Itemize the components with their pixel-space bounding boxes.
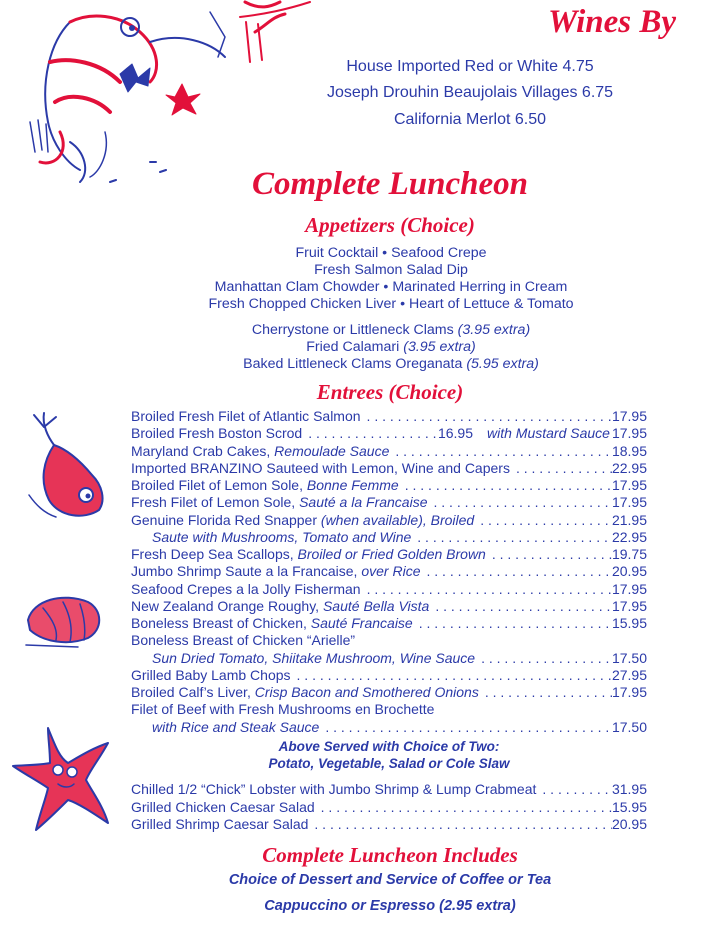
dot-leader (475, 650, 612, 667)
luncheon-title: Complete Luncheon (252, 166, 528, 202)
dot-leader (291, 667, 612, 684)
entree-price: 27.95 (611, 666, 647, 683)
includes-line: Cappuccino or Espresso (2.95 extra) (264, 898, 516, 914)
entree-price: 18.95 (611, 442, 647, 459)
entree-price: 15.95 (611, 615, 647, 631)
entree-row (152, 650, 647, 667)
dot-leader (361, 408, 612, 425)
entrees-title: Entrees (Choice) (316, 380, 464, 404)
entree-name: Broiled Filet of Lemon Sole, Bonne Femme (131, 477, 399, 493)
entree-style: Sauté a la Francaise (299, 494, 428, 511)
bullet-separator: • (396, 296, 409, 312)
fish-chef-icon (10, 2, 320, 192)
entree-price: 19.75 (611, 546, 647, 562)
entree-price: 17.50 (611, 718, 647, 735)
appetizer-line (0, 296, 725, 312)
entree-name (152, 529, 411, 546)
entree-row (131, 563, 647, 580)
entree-style: with Rice and Steak Sauce (152, 718, 320, 735)
dot-leader (411, 529, 612, 546)
appetizer-extra-name: Fried Calamari (306, 339, 404, 355)
entree-style: Crisp Bacon and Smothered Onions (254, 684, 479, 700)
entree-price: 17.95 (611, 408, 647, 424)
dot-leader (308, 816, 612, 833)
entree-row (131, 425, 647, 442)
entree-name: Broiled Fresh Filet of Atlantic Salmon (131, 408, 361, 424)
entree-price: 17.95 (611, 494, 647, 511)
appetizer-extra-item (0, 356, 725, 372)
dot-leader (510, 460, 612, 477)
entree-name: Grilled Shrimp Caesar Salad (131, 816, 309, 832)
entree-name (152, 719, 319, 736)
dot-leader (420, 563, 611, 580)
entree-name: Maryland Crab Cakes, Remouladе Sauce (131, 442, 390, 459)
entree-row (131, 781, 647, 798)
entree-row (152, 529, 647, 546)
dot-leader (399, 477, 612, 494)
entree-style: (when available), Broiled (320, 511, 475, 528)
includes-line: Choice of Dessert and Service of Coffee or Tea (228, 872, 552, 888)
entree-style: Bonne Femme (306, 477, 399, 493)
appetizer-extra-item (0, 322, 725, 338)
appetizer-line (0, 262, 725, 278)
entree-price: 17.95 (611, 684, 647, 700)
appetizer-item: Heart of Lettuce & Tomato (408, 296, 574, 312)
entree-name (152, 650, 475, 667)
appetizer-item: Fresh Chopped Chicken Liver (208, 296, 397, 312)
entree-price: 17.95 (611, 580, 647, 597)
entree-price: 20.95 (611, 816, 647, 832)
dot-leader (427, 494, 611, 511)
entree-row (131, 443, 647, 460)
served-note-line: Above Served with Choice of Two: (278, 739, 500, 754)
entree-name: Broiled Fresh Boston Scrod (131, 425, 303, 442)
entree-row (131, 615, 647, 632)
entree-name: Imported BRANZINO Sauteed with Lemon, Wine and Capers (131, 459, 510, 476)
entree-row (131, 799, 647, 816)
entree-option-price: 17.95 (611, 425, 647, 442)
wines-title: Wines By (548, 4, 677, 40)
entree-row (131, 632, 647, 649)
wine-item: California Merlot 6.50 (393, 111, 547, 128)
appetizer-extra-item (0, 339, 725, 355)
seashell-icon (18, 590, 108, 650)
entree-style: Sauté Bella Vista (322, 597, 430, 614)
entree-name: Boneless Breast of Chicken, Sauté Francaise (131, 615, 413, 631)
entree-row (131, 701, 647, 718)
entree-style: Broiled or Fried Golden Brown (297, 546, 486, 562)
dot-leader (486, 546, 612, 563)
appetizer-extra-note: (5.95 extra) (466, 356, 539, 372)
entree-style: Remouladе Sauce (274, 442, 390, 459)
appetizer-extra-note: (3.95 extra) (403, 339, 476, 355)
entree-price: 17.95 (611, 477, 647, 493)
dot-leader (479, 684, 612, 701)
dot-leader (429, 598, 612, 615)
dot-leader (315, 799, 612, 816)
entree-name: New Zealand Orange Roughy, Sauté Bella Vista (131, 597, 430, 614)
appetizer-line (0, 245, 725, 261)
dot-leader (474, 512, 612, 529)
entree-option: with Mustard Sauce (487, 425, 610, 442)
served-note-line: Potato, Vegetable, Salad or Cole Slaw (268, 756, 510, 771)
entree-style: over Rice (361, 563, 421, 580)
entree-row (131, 460, 647, 477)
entree-row (131, 477, 647, 494)
entree-name: Jumbo Shrimp Saute a la Francaise, over Rice (131, 563, 421, 580)
entree-row (131, 512, 647, 529)
bullet-separator: • (378, 245, 392, 261)
entree-name: Fresh Deep Sea Scallops, Broiled or Fried Golden Brown (131, 546, 486, 562)
entree-row (131, 667, 647, 684)
dot-leader (302, 425, 438, 442)
entree-row (131, 684, 647, 701)
entree-name: Grilled Baby Lamb Chops (131, 666, 291, 683)
jumping-fish-icon (14, 405, 114, 525)
entree-name: Broiled Calf’s Liver, Crisp Bacon and Smothered Onions (131, 684, 479, 700)
dot-leader (389, 443, 612, 460)
entree-name: Seafood Crepes a la Jolly Fisherman (131, 580, 361, 597)
entree-price: 17.95 (611, 597, 647, 614)
entree-row (152, 719, 647, 736)
entree-row (131, 546, 647, 563)
entree-style: Sun Dried Tomato, Shiitake Mushroom, Wine Sauce (152, 649, 476, 666)
appetizer-extra-name: Cherrystone or Littleneck Clams (251, 322, 458, 338)
dot-leader (361, 581, 612, 598)
entree-price: 17.50 (611, 649, 647, 666)
entree-style: Sauté Francaise (310, 615, 413, 631)
entree-row (131, 598, 647, 615)
entree-price: 31.95 (611, 781, 647, 797)
wine-item: Joseph Drouhin Beaujolais Villages 6.75 (326, 84, 614, 101)
entree-row (131, 408, 647, 425)
appetizer-item: Fruit Cocktail (295, 245, 379, 261)
entree-name: Boneless Breast of Chicken “Arielle” (131, 632, 356, 649)
appetizers-title: Appetizers (Choice) (305, 213, 475, 237)
entree-name: Grilled Chicken Caesar Salad (131, 798, 315, 815)
appetizer-item: Fresh Salmon Salad Dip (314, 262, 468, 278)
entree-name: Fresh Filet of Lemon Sole, Sauté a la Francaise (131, 494, 428, 511)
dot-leader (536, 781, 612, 798)
dot-leader (413, 615, 612, 632)
appetizer-extra-name: Baked Littleneck Clams Oreganata (243, 356, 467, 372)
appetizer-item: Seafood Crepe (391, 245, 487, 261)
appetizer-extra-note: (3.95 extra) (457, 322, 531, 338)
entree-price: 22.95 (611, 528, 647, 545)
entree-row (131, 816, 647, 833)
entree-price: 20.95 (611, 563, 647, 580)
entree-name: Filet of Beef with Fresh Mushrooms en Brochette (131, 701, 435, 718)
entree-row (131, 494, 647, 511)
entree-name: Genuine Florida Red Snapper (when available), Broiled (131, 511, 475, 528)
entree-price: 15.95 (611, 798, 647, 815)
includes-title: Complete Luncheon Includes (262, 843, 518, 867)
wine-item: House Imported Red or White 4.75 (346, 58, 594, 75)
appetizer-line (0, 279, 725, 295)
bullet-separator: • (379, 279, 393, 295)
appetizer-item: Manhattan Clam Chowder (214, 279, 380, 295)
entree-style: Saute with Mushrooms, Tomato and Wine (152, 528, 412, 545)
entree-price: 22.95 (611, 459, 647, 476)
dot-leader (319, 719, 612, 736)
starfish-icon (8, 718, 123, 838)
entree-row (131, 581, 647, 598)
entree-name: Chilled 1/2 “Chick” Lobster with Jumbo Shrimp & Lump Crabmeat (131, 781, 537, 797)
appetizer-item: Marinated Herring in Cream (392, 279, 568, 295)
entree-price: 21.95 (611, 511, 647, 528)
entree-price: 16.95 (437, 425, 473, 442)
